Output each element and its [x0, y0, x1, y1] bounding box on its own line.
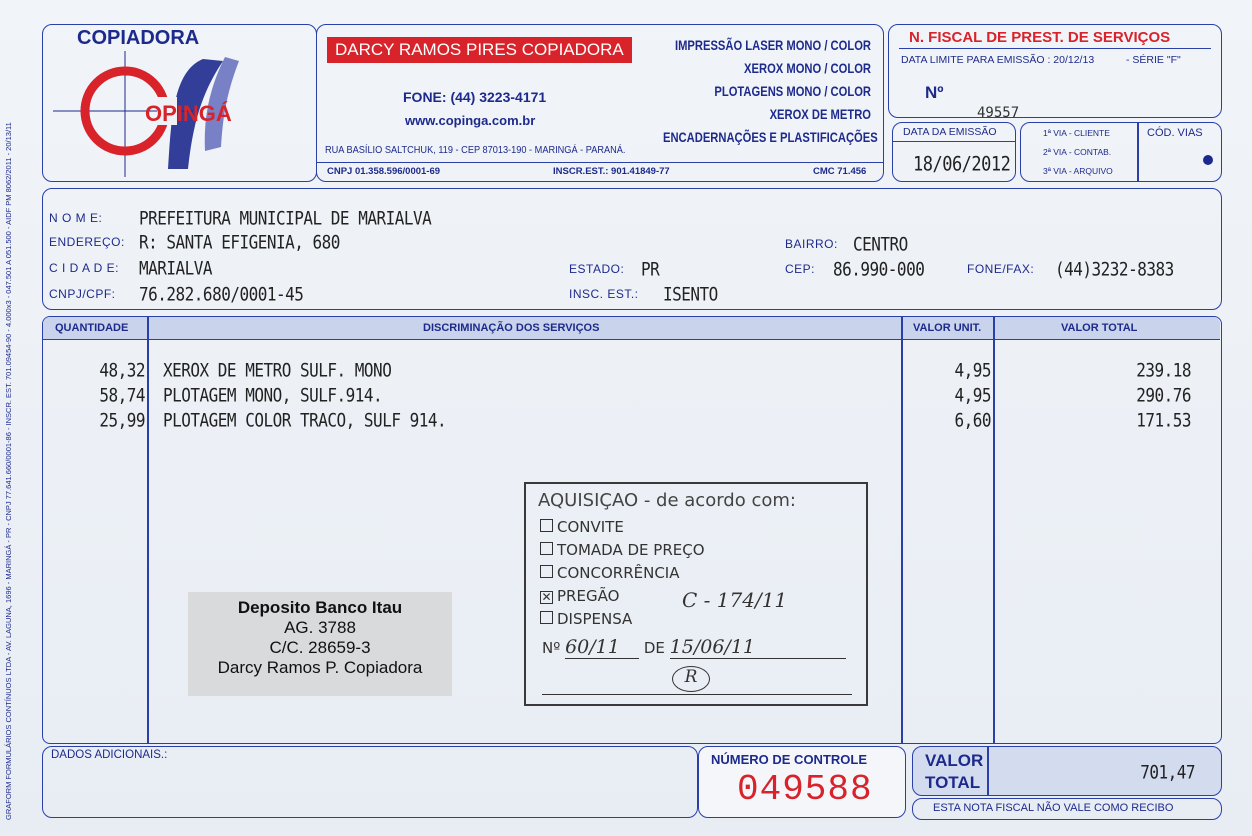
deposit-line: AG. 3788 [284, 618, 356, 637]
name-label: N O M E: [49, 211, 103, 225]
via-item: 2ª VIA - CONTAB. [1043, 147, 1112, 157]
header-unit-value: VALOR UNIT. [913, 322, 982, 334]
invoice-number-label: Nº [925, 83, 944, 102]
row-desc: PLOTAGEM MONO, SULF.914. [163, 384, 383, 406]
cod-vias-dot [1203, 155, 1213, 165]
stamp-option: CONVITE [540, 518, 624, 536]
logo-wordmark: OPINGÁ [145, 101, 232, 126]
company-address: RUA BASÍLIO SALTCHUK, 119 - CEP 87013-190 - MARINGÁ - PARANÁ. [325, 145, 626, 156]
table-row [43, 409, 1219, 433]
stamp-option: DISPENSA [540, 610, 632, 628]
customer-cnpj: 76.282.680/0001-45 [139, 283, 304, 305]
checkbox [540, 611, 553, 624]
customer-cep: 86.990-000 [833, 258, 925, 280]
row-unit: 6,60 [954, 409, 991, 431]
company-cmc: CMC 71.456 [813, 166, 867, 177]
invoice-number: 49557 [977, 105, 1020, 121]
customer-state: PR [641, 258, 660, 280]
disclaimer: ESTA NOTA FISCAL NÃO VALE COMO RECIBO [933, 802, 1174, 814]
total-label-1: VALOR [925, 751, 984, 770]
services-list [611, 37, 878, 152]
stamp-initials: R [672, 666, 710, 692]
cep-label: CEP: [785, 262, 816, 276]
issue-date-label: DATA DA EMISSÃO [903, 126, 997, 138]
issue-date-box [892, 122, 1016, 182]
header-quantity: QUANTIDADE [55, 322, 129, 334]
header-total-value: VALOR TOTAL [1061, 322, 1138, 334]
company-insc: INSCR.EST.: 901.41849-77 [553, 166, 670, 177]
row-unit: 4,95 [954, 359, 991, 381]
acquisition-stamp [524, 482, 868, 706]
customer-address: R: SANTA EFIGENIA, 680 [139, 231, 340, 253]
issue-date: 18/06/2012 [913, 153, 1011, 176]
table-header [43, 317, 1220, 340]
district-label: BAIRRO: [785, 237, 838, 251]
total-box [912, 746, 1222, 796]
service-item: PLOTAGENS MONO / COLOR [714, 83, 871, 99]
invoice-box [888, 24, 1222, 121]
customer-city: MARIALVA [139, 257, 213, 279]
total-label-2: TOTAL [925, 773, 981, 792]
row-qty: 48,32 [99, 359, 145, 381]
stamp-option-checked: ✕ PREGÃO [541, 587, 620, 605]
control-number: 049588 [737, 769, 873, 810]
stamp-title: AQUISIÇAO - de acordo com: [538, 490, 796, 511]
control-number-label: NÚMERO DE CONTROLE [711, 752, 867, 767]
printer-side-text: GRAFORM FORMULÁRIOS CONTÍNUOS LTDA - AV. LAGUNA, 1696 - MARINGÁ - PR - CNPJ 77.641.660/0001-86 - INSCR. EST. 701.09454-90 - 4.000x3 - 047.501 A 051.500 - AIDF PM 8062/2011 - 20/13/11 [4, 122, 13, 820]
city-label: C I D A D E: [49, 261, 120, 275]
table-row [43, 384, 1219, 408]
row-total: 290.76 [1136, 384, 1191, 406]
company-name: DARCY RAMOS PIRES COPIADORA [327, 37, 632, 63]
invoice-limit-date: DATA LIMITE PARA EMISSÃO : 20/12/13 [901, 54, 1095, 66]
row-total: 171.53 [1136, 409, 1191, 431]
stamp-number: 60/11 [565, 636, 639, 659]
service-item: XEROX DE METRO [769, 106, 871, 122]
logo-box [42, 24, 317, 182]
table-row [43, 359, 1219, 383]
row-desc: PLOTAGEM COLOR TRACO, SULF 914. [163, 409, 447, 431]
invoice-series: - SÉRIE "F" [1126, 54, 1181, 66]
company-website[interactable]: www.copinga.com.br [405, 113, 536, 128]
stamp-option: TOMADA DE PREÇO [540, 541, 705, 559]
stamp-date: 15/06/11 [670, 636, 846, 659]
via-item: 1ª VIA - CLIENTE [1043, 128, 1110, 138]
checkbox [540, 542, 553, 555]
stamp-option: CONCORRÊNCIA [540, 564, 679, 582]
brand-top: COPIADORA [77, 27, 200, 49]
checked-box: ✕ [541, 590, 552, 604]
address-label: ENDEREÇO: [49, 235, 125, 249]
additional-data-label: DADOS ADICIONAIS.: [51, 749, 168, 761]
via-item: 3ª VIA - ARQUIVO [1043, 166, 1113, 176]
service-item: IMPRESSÃO LASER MONO / COLOR [674, 37, 871, 53]
phone-label: FONE/FAX: [967, 262, 1035, 276]
cnpj-label: CNPJ/CPF: [49, 287, 116, 301]
additional-data-box [42, 746, 698, 818]
customer-box [42, 188, 1222, 310]
customer-district: CENTRO [853, 233, 908, 255]
row-qty: 58,74 [99, 384, 145, 406]
customer-insc: ISENTO [663, 283, 718, 305]
row-qty: 25,99 [99, 409, 145, 431]
company-phone: FONE: (44) 3223-4171 [403, 89, 547, 105]
copinga-logo [53, 51, 313, 177]
stamp-number-line: Nº 60/11 DE 15/06/11 [542, 636, 846, 659]
vias-box [1020, 122, 1222, 182]
insc-label: INSC. EST.: [569, 287, 639, 301]
state-label: ESTADO: [569, 262, 625, 276]
invoice-title: N. FISCAL DE PREST. DE SERVIÇOS [909, 29, 1171, 46]
company-cnpj: CNPJ 01.358.596/0001-69 [327, 166, 441, 177]
company-box [316, 24, 884, 182]
service-item: ENCADERNAÇÕES E PLASTIFICAÇÕES [663, 129, 878, 145]
checkbox [540, 519, 553, 532]
deposit-line: Deposito Banco Itau [237, 598, 403, 617]
stamp-handwritten-ref: C - 174/11 [682, 588, 788, 612]
disclaimer-box [912, 798, 1222, 820]
row-desc: XEROX DE METRO SULF. MONO [163, 359, 392, 381]
customer-name: PREFEITURA MUNICIPAL DE MARIALVA [139, 207, 432, 229]
cod-vias-label: CÓD. VIAS [1147, 127, 1203, 139]
deposit-line: C/C. 28659-3 [269, 638, 371, 657]
total-value: 701,47 [1140, 761, 1195, 783]
header-description: DISCRIMINAÇÃO DOS SERVIÇOS [423, 322, 600, 334]
service-item: XEROX MONO / COLOR [744, 60, 871, 76]
customer-phone: (44)3232-8383 [1055, 258, 1174, 280]
deposit-line: Darcy Ramos P. Copiadora [217, 658, 423, 677]
deposit-sticker [188, 592, 452, 696]
row-unit: 4,95 [954, 384, 991, 406]
row-total: 239.18 [1136, 359, 1191, 381]
control-number-box [698, 746, 906, 818]
checkbox [540, 565, 553, 578]
